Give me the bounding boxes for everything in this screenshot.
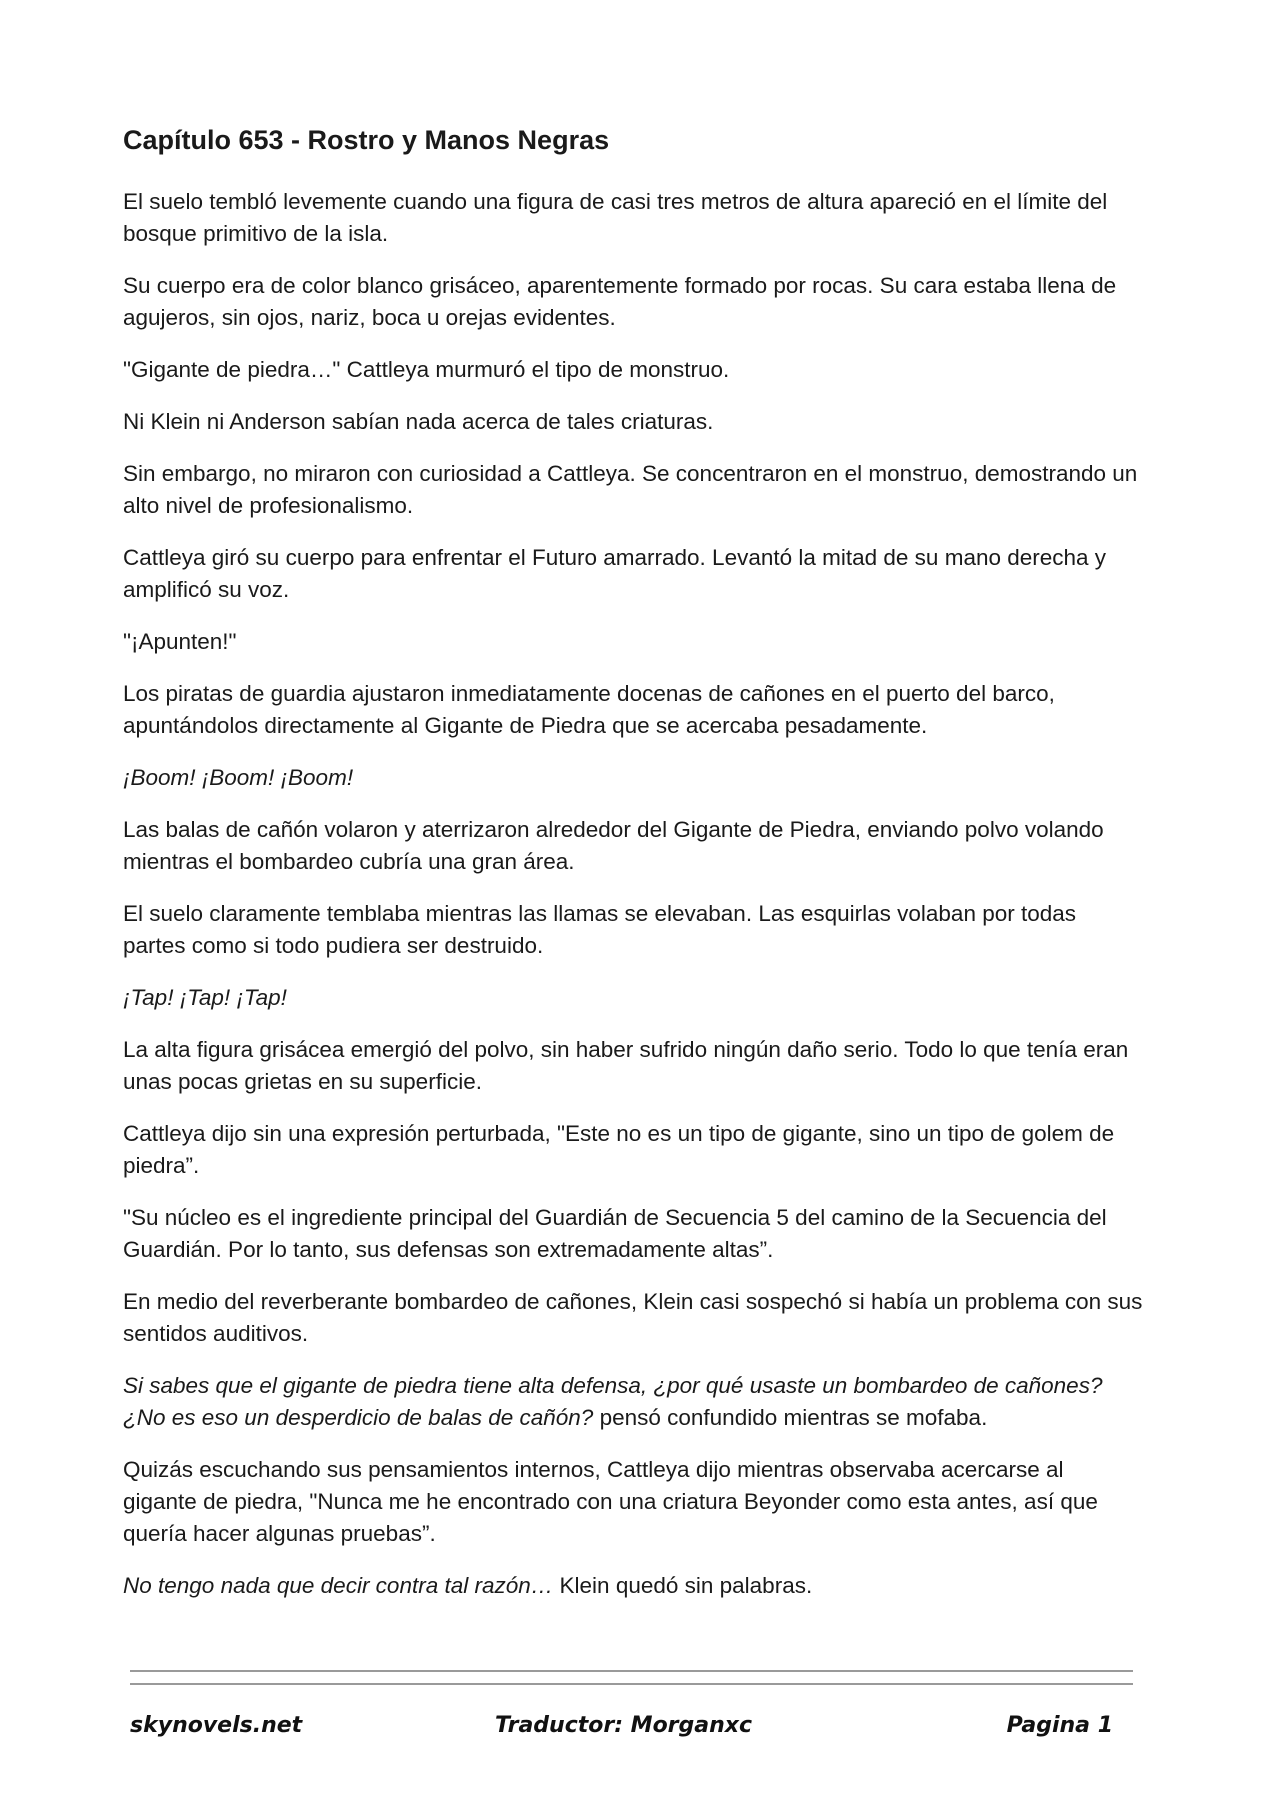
- paragraph: [123, 1570, 1143, 1602]
- paragraph: [123, 982, 1143, 1014]
- paragraph-text: Klein quedó sin palabras.: [553, 1573, 813, 1598]
- footer-page-number: Pagina 1: [1006, 1713, 1113, 1738]
- italic-text: ¡Tap! ¡Tap! ¡Tap!: [123, 985, 287, 1010]
- footer-translator: Traductor: Morganxc: [495, 1713, 753, 1738]
- paragraph: [123, 354, 1143, 386]
- italic-text: No tengo nada que decir contra tal razón…: [123, 1573, 554, 1598]
- italic-text: Si sabes que el gigante de piedra tiene alta defensa, ¿por qué usaste un bombardeo de cañones? ¿No es eso un desperdicio de balas de cañón?: [123, 1373, 1103, 1430]
- paragraph: [123, 458, 1143, 522]
- page-footer: [130, 1713, 1133, 1753]
- paragraph: [123, 270, 1143, 334]
- paragraph-text: La alta figura grisácea emergió del polvo, sin haber sufrido ningún daño serio. Todo lo que tenía eran unas pocas grietas en su superficie.: [123, 1037, 1129, 1094]
- paragraph-text: Cattleya dijo sin una expresión perturbada, "Este no es un tipo de gigante, sino un tipo de golem de piedra”.: [123, 1121, 1115, 1178]
- paragraph: [123, 186, 1143, 250]
- paragraph-text: Su cuerpo era de color blanco grisáceo, aparentemente formado por rocas. Su cara estaba llena de agujeros, sin ojos, nariz, boca u orejas evidentes.: [123, 273, 1117, 330]
- paragraph-text: Los piratas de guardia ajustaron inmediatamente docenas de cañones en el puerto del barco, apuntándolos directamente al Gigante de Piedra que se acercaba pesadamente.: [123, 681, 1055, 738]
- paragraph-text: En medio del reverberante bombardeo de cañones, Klein casi sospechó si había un problema con sus sentidos auditivos.: [123, 1289, 1143, 1346]
- paragraph-text: "Gigante de piedra…" Cattleya murmuró el tipo de monstruo.: [123, 357, 730, 382]
- footer-site: skynovels.net: [130, 1713, 303, 1738]
- paragraph-text: Las balas de cañón volaron y aterrizaron alrededor del Gigante de Piedra, enviando polvo volando mientras el bombardeo cubría una gran área.: [123, 817, 1104, 874]
- paragraph: [123, 814, 1143, 878]
- paragraph: [123, 1370, 1143, 1434]
- paragraph-text: Sin embargo, no miraron con curiosidad a Cattleya. Se concentraron en el monstruo, demostrando un alto nivel de profesionalismo.: [123, 461, 1138, 518]
- paragraph-list: [123, 186, 1143, 1602]
- footer-divider-line-1: [130, 1670, 1133, 1672]
- paragraph: [123, 1454, 1143, 1550]
- footer-divider: [130, 1670, 1133, 1696]
- paragraph-text: "Su núcleo es el ingrediente principal del Guardián de Secuencia 5 del camino de la Secuencia del Guardián. Por lo tanto, sus defensas son extremadamente altas”.: [123, 1205, 1107, 1262]
- footer-divider-line-2: [130, 1683, 1133, 1685]
- document-body: [123, 118, 1143, 1622]
- paragraph-text: Quizás escuchando sus pensamientos internos, Cattleya dijo mientras observaba acercarse al gigante de piedra, "Nunca me he encontrado con una criatura Beyonder como esta antes, así que quería hacer algunas pruebas”.: [123, 1457, 1098, 1546]
- paragraph: [123, 626, 1143, 658]
- paragraph: [123, 1034, 1143, 1098]
- paragraph: [123, 678, 1143, 742]
- paragraph-text: El suelo claramente temblaba mientras las llamas se elevaban. Las esquirlas volaban por todas partes como si todo pudiera ser destruido.: [123, 901, 1077, 958]
- paragraph-text: "¡Apunten!": [123, 629, 237, 654]
- paragraph: [123, 1202, 1143, 1266]
- paragraph: [123, 762, 1143, 794]
- paragraph: [123, 406, 1143, 438]
- paragraph-text: pensó confundido mientras se mofaba.: [593, 1405, 988, 1430]
- paragraph: [123, 542, 1143, 606]
- paragraph: [123, 1118, 1143, 1182]
- paragraph: [123, 898, 1143, 962]
- chapter-title: Capítulo 653 - Rostro y Manos Negras: [123, 125, 610, 155]
- paragraph-text: Cattleya giró su cuerpo para enfrentar el Futuro amarrado. Levantó la mitad de su mano derecha y amplificó su voz.: [123, 545, 1107, 602]
- paragraph-text: El suelo tembló levemente cuando una figura de casi tres metros de altura apareció en el límite del bosque primitivo de la isla.: [123, 189, 1108, 246]
- paragraph-text: Ni Klein ni Anderson sabían nada acerca de tales criaturas.: [123, 409, 714, 434]
- italic-text: ¡Boom! ¡Boom! ¡Boom!: [123, 765, 354, 790]
- paragraph: [123, 1286, 1143, 1350]
